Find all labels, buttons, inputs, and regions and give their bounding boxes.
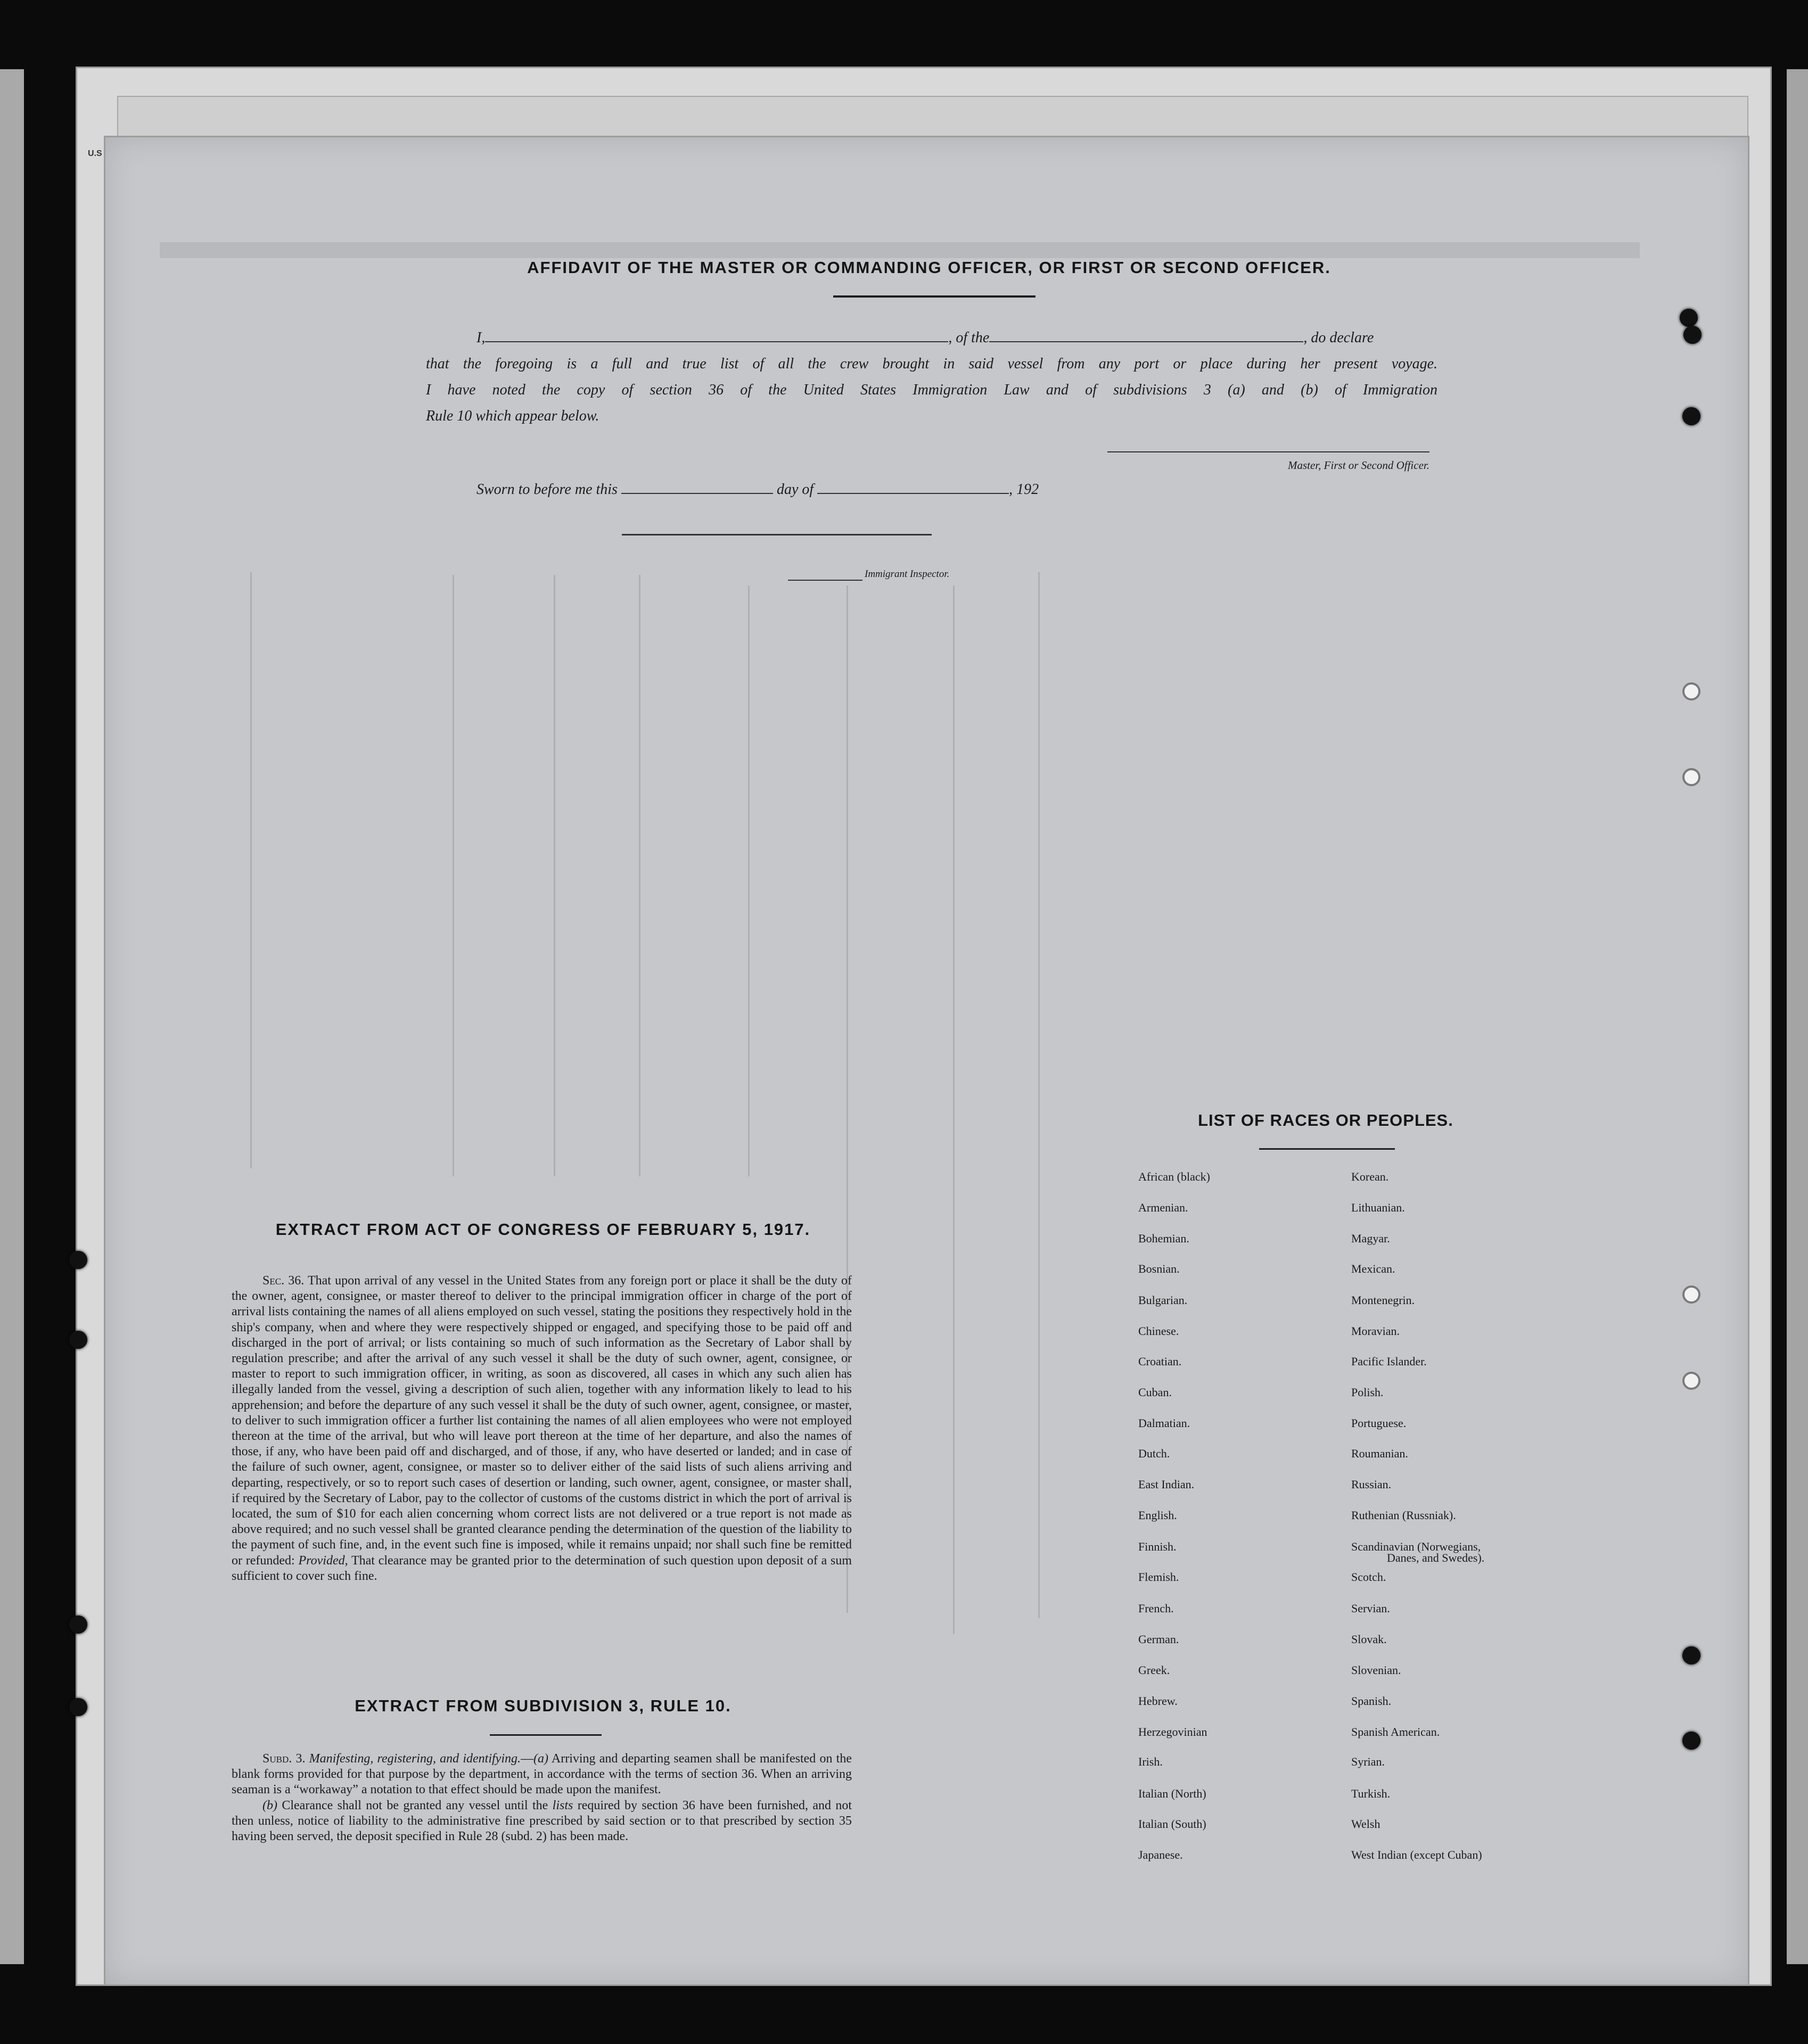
sworn-line: [476, 479, 1039, 498]
affidavit-do-declare: , do declare: [1303, 329, 1374, 346]
race-item: Cuban.: [1138, 1386, 1172, 1399]
punch-hole: [1682, 1285, 1700, 1304]
affidavit-body: [426, 325, 1437, 429]
section-body: That upon arrival of any vessel in the United States from any foreign port or place it shall be the duty of the owner, agent, consignee, or master thereof to deliver to the principal immigration officer in charge of the port of arrival lists containing the names of all aliens employed on such vessel, stating the positions they respectively hold in the ship's company, when and where they were respectively shipped or engaged, and specifying those to be paid off and discharged in the port of arrival; or lists containing so much of such information as the Secretary of Labor shall by regulation prescribe; and after the arrival of any such vessel it shall be the duty of such owner, agent, consignee, or master to report to such immigration officer, in writing, as soon as discovered, all cases in which any such alien has illegally landed from the vessel, giving a description of such alien, together with any information likely to lead to his apprehension; and before the departure of any such vessel it shall be the duty of such owner, agent, consignee, or master, to deliver to such immigration officer a further list containing the names of all alien employees who were not employed thereon at the time of the arrival, but who will leave port thereon at the time of her departure, and also the names of those, if any, who have been paid off and discharged, and of those, if any, who have deserted or landed; and in case of the failure of such owner, agent, consignee, or master so to deliver either of the said lists of such aliens arriving and departing, respectively, or so to report such cases of desertion or landing, such owner, agent, consignee, or master shall, if required by the Secretary of Labor, pay to the collector of customs of the customs district in which the port of arrival is located, the sum of $10 for each alien concerning whom correct lists are not delivered or a true report is not made as above required; and no such vessel shall be granted clearance pending the determination of the question of the liability to the payment of such fine, and, in the event such fine is imposed, while it remains unpaid; nor shall such fine be remitted or refunded:: [232, 1274, 852, 1568]
race-item: Scandinavian (Norwegians,: [1351, 1540, 1481, 1553]
punch-hole: [69, 1331, 87, 1349]
para-a-text: Arriving and departing seamen shall be manifested on the blank forms provided for that purpose by the department, in accordance with the terms of section 36. When an arriving seaman is a “workaway” a notation to that effect should be made upon the manifest.: [232, 1752, 852, 1797]
race-item: Italian (South): [1138, 1817, 1206, 1831]
title-underline: [833, 295, 1036, 298]
name-fill-line[interactable]: [485, 327, 948, 342]
race-item: Chinese.: [1138, 1324, 1179, 1338]
race-item: Magyar.: [1351, 1232, 1390, 1245]
proviso-text: That clearance may be granted prior to the determination of such question upon deposit of a sum sufficient to cover such fine.: [232, 1553, 852, 1583]
para-b-start: Clearance shall not be granted any vessel until the: [282, 1798, 548, 1812]
inspector-short-line: [788, 580, 862, 581]
race-item: Lithuanian.: [1351, 1201, 1405, 1214]
race-item: Slovenian.: [1351, 1663, 1401, 1677]
inspector-signature-line[interactable]: [622, 534, 932, 535]
race-item: Herzegovinian: [1138, 1725, 1207, 1738]
race-item: Montenegrin.: [1351, 1293, 1415, 1307]
race-item: German.: [1138, 1633, 1179, 1646]
race-item: Japanese.: [1138, 1848, 1183, 1861]
bleed-through-header: [160, 242, 1640, 258]
race-item: Flemish.: [1138, 1570, 1179, 1584]
affidavit-line-1: [426, 325, 1437, 351]
sworn-year: , 192: [1009, 481, 1039, 498]
race-item: Dutch.: [1138, 1447, 1170, 1460]
para-b-label: (b): [262, 1798, 277, 1812]
para-a-label: (a): [533, 1752, 548, 1766]
race-item: Hebrew.: [1138, 1694, 1178, 1708]
race-item: Dalmatian.: [1138, 1416, 1190, 1430]
race-item: Bosnian.: [1138, 1262, 1180, 1275]
proviso-word: Provided,: [298, 1553, 348, 1568]
punch-hole: [69, 1616, 87, 1634]
race-item: English.: [1138, 1509, 1177, 1522]
affidavit-line-4: Rule 10 which appear below.: [426, 408, 599, 424]
section-label: Sec. 36.: [262, 1274, 305, 1288]
race-item: Korean.: [1351, 1170, 1389, 1183]
race-item-continuation: Danes, and Swedes).: [1387, 1551, 1485, 1564]
race-item: Moravian.: [1351, 1324, 1400, 1338]
race-item: Ruthenian (Russniak).: [1351, 1509, 1456, 1522]
scan-edge-left: [0, 69, 24, 1964]
master-signature-line[interactable]: [1107, 451, 1429, 452]
race-item: African (black): [1138, 1170, 1210, 1183]
bleed-through-column-line: [453, 575, 454, 1176]
sworn-prefix: Sworn to before me this: [476, 481, 618, 498]
form-number: U.S: [88, 149, 102, 158]
section-36-text: [232, 1273, 852, 1584]
races-title-underline: [1259, 1148, 1395, 1150]
scan-edge-right: [1787, 69, 1808, 1964]
extract-rule-title: EXTRACT FROM SUBDIVISION 3, RULE 10.: [355, 1696, 732, 1715]
bleed-through-column-line: [639, 575, 640, 1176]
race-item: Roumanian.: [1351, 1447, 1408, 1460]
punch-hole: [1682, 1646, 1700, 1664]
race-item: Finnish.: [1138, 1540, 1177, 1553]
punch-hole: [1682, 768, 1700, 786]
race-item: West Indian (except Cuban): [1351, 1848, 1482, 1861]
races-title: LIST OF RACES OR PEOPLES.: [1198, 1111, 1453, 1130]
inspector-label: Immigrant Inspector.: [865, 568, 950, 580]
race-item: Scotch.: [1351, 1570, 1386, 1584]
affidavit-of-the: , of the: [948, 329, 990, 346]
punch-hole: [1682, 1372, 1700, 1390]
race-item: Italian (North): [1138, 1787, 1206, 1800]
para-b-lists: lists: [552, 1798, 573, 1812]
punch-hole: [69, 1251, 87, 1269]
master-label: Master, First or Second Officer.: [1288, 459, 1429, 472]
race-item: French.: [1138, 1602, 1174, 1615]
sworn-month-fill[interactable]: [817, 479, 1009, 494]
race-item: Bulgarian.: [1138, 1293, 1188, 1307]
race-item: Pacific Islander.: [1351, 1355, 1427, 1368]
race-item: Portuguese.: [1351, 1416, 1407, 1430]
race-item: Servian.: [1351, 1602, 1390, 1615]
punch-hole: [1680, 309, 1698, 327]
extract-act-title: EXTRACT FROM ACT OF CONGRESS OF FEBRUARY 5, 1917.: [275, 1220, 811, 1239]
subd-para-a: Subd. 3. Manifesting, registering, and identifying.—(a) Arriving and departing seamen shall be manifested on the blank forms provided for that purpose by the department, in accordance with the terms of section 36. When an arriving seaman is a “workaway” a notation to that effect should be made upon the manifest.: [232, 1752, 852, 1797]
bleed-through-column-line: [1038, 572, 1040, 1618]
race-item: Russian.: [1351, 1478, 1392, 1491]
bleed-through-column-line: [748, 586, 750, 1176]
bleed-through-column-line: [953, 586, 955, 1634]
rule-title-underline: [490, 1734, 602, 1736]
affidavit-line-2: that the foregoing is a full and true list of all the crew brought in said vessel from any port or place during her present voyage.: [426, 356, 1437, 372]
subd-para-b: [232, 1798, 852, 1845]
punch-hole: [1682, 682, 1700, 700]
race-item: Greek.: [1138, 1663, 1170, 1677]
race-item: Polish.: [1351, 1386, 1384, 1399]
race-item: Spanish.: [1351, 1694, 1392, 1708]
sworn-day-of: day of: [776, 481, 814, 498]
race-item: Welsh: [1351, 1817, 1380, 1831]
punch-hole: [1682, 1732, 1700, 1750]
race-item: Mexican.: [1351, 1262, 1395, 1275]
vessel-fill-line[interactable]: [989, 327, 1303, 342]
race-item: East Indian.: [1138, 1478, 1195, 1491]
race-item: Spanish American.: [1351, 1725, 1440, 1738]
race-item: Syrian.: [1351, 1755, 1385, 1768]
punch-hole: [1683, 326, 1702, 344]
affidavit-i: I,: [476, 329, 486, 346]
sworn-day-fill[interactable]: [621, 479, 773, 494]
punch-hole: [69, 1698, 87, 1716]
affidavit-line-3: I have noted the copy of section 36 of the United States Immigration Law and of subdivisions 3 (a) and (b) of Immigration: [426, 382, 1437, 398]
bleed-through-column-line: [250, 572, 252, 1168]
race-item: Turkish.: [1351, 1787, 1391, 1800]
race-item: Bohemian.: [1138, 1232, 1189, 1245]
subdivision-3-text: [232, 1751, 852, 1844]
punch-hole: [1682, 407, 1700, 425]
subd-label: Subd. 3.: [262, 1752, 306, 1766]
affidavit-title: AFFIDAVIT OF THE MASTER OR COMMANDING OFFICER, OR FIRST OR SECOND OFFICER.: [527, 258, 1331, 277]
race-item: Croatian.: [1138, 1355, 1182, 1368]
race-item: Armenian.: [1138, 1201, 1188, 1214]
subd-heading: Manifesting, registering, and identifying.: [309, 1752, 521, 1766]
para-b-rest: required by section 36 have been furnished, and not then unless, notice of liability to the administrative fine prescribed by said section or to that prescribed by section 35 having been served, the deposit specified in Rule 28 (subd. 2) has been made.: [232, 1798, 852, 1844]
bleed-through-column-line: [554, 575, 555, 1176]
race-item: Irish.: [1138, 1755, 1163, 1768]
race-item: Slovak.: [1351, 1633, 1387, 1646]
